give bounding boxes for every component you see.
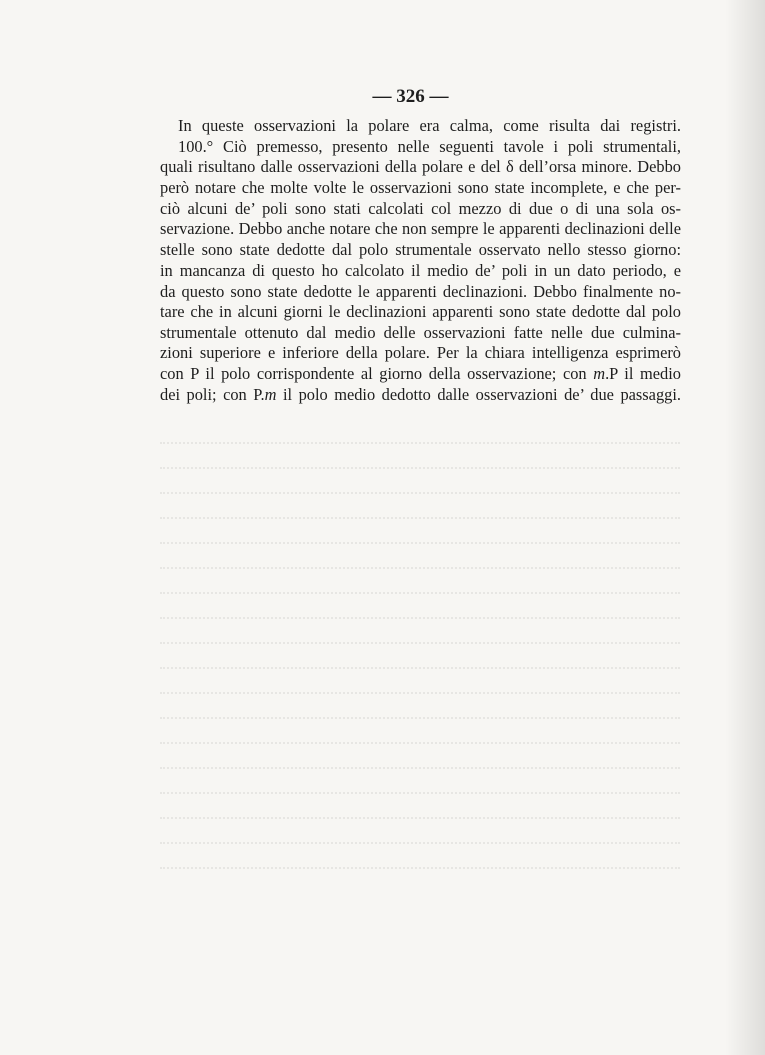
page-number: — 326 — [372, 86, 449, 107]
text-line: però notare che molte volte le osservazioni sono state incomplete, e che per- [160, 178, 681, 197]
text-line: da questo sono state dedotte le apparenti declinazioni. Debbo finalmente no- [160, 282, 681, 301]
text: con P il polo corrispondente al giorno della osservazione; con [160, 364, 594, 383]
text-line [160, 385, 681, 405]
text-line: ciò alcuni de’ poli sono stati calcolati col mezzo di due o di una sola os- [160, 199, 681, 218]
text: .P il medio [605, 364, 681, 383]
bleed-through [160, 420, 680, 870]
text-line: tare che in alcuni giorni le declinazioni apparenti sono state dedotte dal polo [160, 302, 681, 321]
text-line: servazione. Debbo anche notare che non sempre le apparenti declinazioni delle [160, 219, 681, 238]
text-line: In queste osservazioni la polare era calma, come risulta dai registri. [178, 116, 681, 135]
text-line: 100.° Ciò premesso, presento nelle seguenti tavole i poli strumentali, [178, 137, 681, 156]
text: dei poli; con P. [160, 385, 265, 404]
text-line: zioni superiore e inferiore della polare. Per la chiara intelligenza esprimerò [160, 343, 681, 362]
text-line: strumentale ottenuto dal medio delle osservazioni fatte nelle due culmina- [160, 323, 681, 342]
page-edge-shadow [725, 0, 765, 1055]
text: il polo medio dedotto dalle osservazioni de’ due passaggi. [276, 385, 681, 404]
text-line: stelle sono state dedotte dal polo strumentale osservato nello stesso giorno: [160, 240, 681, 259]
italic-text: m [264, 385, 277, 404]
text-line: in mancanza di questo ho calcolato il medio de’ poli in un dato periodo, e [160, 261, 681, 280]
text-line: quali risultano dalle osservazioni della polare e del δ dell’orsa minore. Debbo [160, 157, 681, 176]
text-line [160, 364, 681, 384]
italic-text: m [593, 364, 606, 383]
